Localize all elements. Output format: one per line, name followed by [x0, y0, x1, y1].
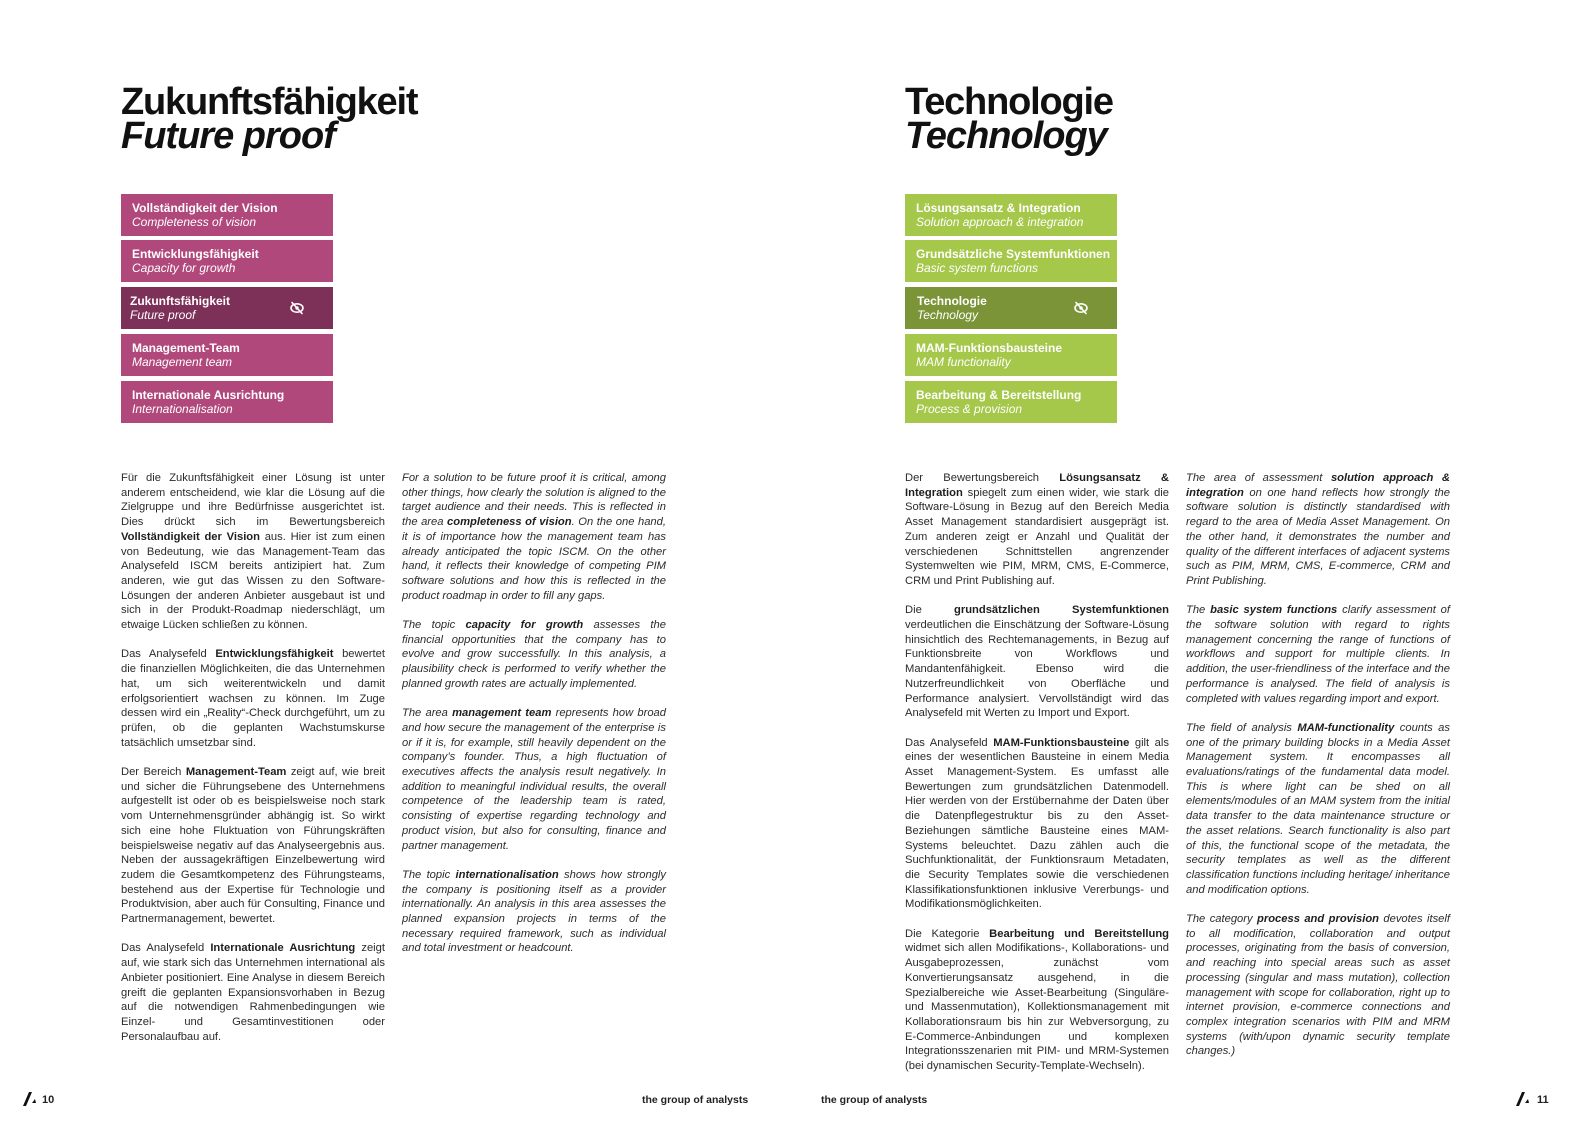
category-label-de: Management-Team [132, 341, 240, 355]
left-page-number: 10 [42, 1094, 55, 1106]
paragraph: The basic system functions clarify assessment of the software solution with regard to rights management concerning the range of functions of workflows and support for multiple clients. In addition, the user-friendliness of the interface and the performance is analysed. The field of analysis is completed with values regarding import and export. [1186, 604, 1450, 705]
right-page-number: 11 [1537, 1094, 1549, 1106]
paragraph: Die Kategorie Bearbeitung und Bereitstellung widmet sich allen Modifikations-, Kollaborations- und Ausgabeprozessen, zunächst vom Konvertierungsansatz ausgehend, in die Spezialbereiche wie Asset-Bearbeitung (Singuläre- und Massenmutation), Kollektionsmanagement mit Kollaborationsraum bis hin zur Webversorgung, zu E-Commerce-Anbindungen und komplexen Integrationsszenarien mit PIM- und MRM-Systemen (bei dynamischen Security-Template-Wechseln). [905, 927, 1169, 1073]
paragraph: The category process and provision devotes itself to all modification, collaboration and output processes, originating from the basis of conversion, and reaching into special areas such as asset processing (singular and mass mutation), collection management with scope for collaboration, right up to internet provision, e-commerce connections and complex integration scenarios with PIM and MRM systems (with/upon dynamic security template changes.) [1186, 913, 1450, 1058]
category-label-en: Solution approach & integration [916, 215, 1084, 229]
paragraph: Das Analysefeld MAM-Funktionsbausteine gilt als eines der wesentlichen Bausteine in einem Media Asset Management-System. Es umfasst alle Bewertungen zum grundsätzlichen Datenmodell. Hier werden von der Erstübernahme der Daten über die Datenpflegestruktur bis zu den Asset-Beziehungen sämtliche Bausteine eines MAM-Systems beleuchtet. Dazu zählen auch die Suchfunktionalität, der Funktionsraum Metadaten, die Security Templates sowie die verschiedenen Klassifikationsfunktionen inklusive Vererbungs- und Modifikationsmöglichkeiten. [905, 736, 1169, 911]
right-category-5 [905, 381, 1117, 423]
category-label-de: Lösungsansatz & Integration [916, 201, 1081, 215]
right-title-en: Technology [905, 115, 1107, 157]
category-label-en: Management team [132, 355, 233, 369]
eye-slash-icon [1073, 300, 1089, 316]
eye-slash-icon [289, 300, 305, 316]
right-category-2 [905, 240, 1117, 282]
right-german-column [905, 471, 1169, 1088]
paragraph: The area management team represents how broad and how secure the management of the enterprise is or if it is, for example, still heavily dependent on the company’s founder. Thus, a high fluctuation of executives affects the analysis result negatively. In addition to meaningful individual results, the overall competence of the leadership team is rated, consisting of expertise regarding technology and product vision, but also for consulting, finance and partner management. [402, 707, 666, 852]
right-title-de: Technologie [905, 81, 1113, 123]
category-label-de: Vollständigkeit der Vision [132, 201, 278, 215]
category-label-de: Internationale Ausrichtung [132, 388, 285, 402]
right-category-1 [905, 194, 1117, 236]
paragraph: The area of assessment solution approach & integration on one hand reflects how strongly the software solution is distinctly standardised with regard to the area of Media Asset Management. On the other hand, it demonstrates the number and quality of the different interfaces of adjacent systems such as PIM, MRM, CMS, E-commerce, CRM and Print Publishing. [1186, 472, 1450, 587]
category-label-en: Completeness of vision [132, 215, 257, 229]
left-category-1 [121, 194, 333, 236]
category-label-de: MAM-Funktionsbausteine [916, 341, 1062, 355]
brand-logo-icon [22, 1091, 40, 1107]
category-label-en: Technology [917, 308, 978, 322]
category-label-en: MAM functionality [916, 355, 1011, 369]
paragraph: For a solution to be future proof it is critical, among other things, how clearly the solution is aligned to the target audience and their needs. This is reflected in the area completeness of vision. On the one hand, it is of importance how the management team has already anticipated the topic ISCM. On the other hand, it reflects their knowledge of competing PIM software solutions and how this is reflected in the product roadmap in order to fill any gaps. [402, 472, 666, 602]
left-category-3-active [121, 287, 333, 329]
category-label-en: Capacity for growth [132, 261, 236, 275]
paragraph: Für die Zukunftsfähigkeit einer Lösung ist unter anderem entscheidend, wie klar die Lösung auf die Zielgruppe und ihre Bedürfnisse ausgerichtet ist. Dies drückt sich im Bewertungsbereich Vollständigkeit der Vision aus. Hier ist zum einen von Bedeutung, wie das Management-Team das Analysefeld ISCM bereits antizipiert hat. Zum anderen, wie gut das Wissen zu den Software-Lösungen der anderen Anbieter ausgebaut ist und sich in der Produkt-Roadmap niederschlägt, um etwaige Lücken schließen zu können. [121, 472, 385, 632]
left-english-column [402, 471, 666, 971]
category-label-en: Process & provision [916, 402, 1023, 416]
left-category-4 [121, 334, 333, 376]
brand-logo-icon [1515, 1091, 1533, 1107]
category-label-de: Zukunftsfähigkeit [130, 294, 231, 308]
right-category-3-active [905, 287, 1117, 329]
right-category-4 [905, 334, 1117, 376]
left-category-5 [121, 381, 333, 423]
category-label-de: Grundsätzliche Systemfunktionen [916, 247, 1111, 261]
right-english-column [1186, 471, 1450, 1074]
left-title-en: Future proof [121, 115, 335, 157]
category-label-de: Entwicklungsfähigkeit [132, 247, 259, 261]
category-label-de: Bearbeitung & Bereitstellung [916, 388, 1082, 402]
category-label-en: Future proof [130, 308, 196, 322]
paragraph: The topic capacity for growth assesses the financial opportunities that the company has to evolve and grow successfully. In this analysis, a plausibility check is performed to verify whether the planned growth rates are actually implemented. [402, 619, 666, 690]
left-title-de: Zukunftsfähigkeit [121, 81, 418, 123]
right-footer-text: the group of analysts [821, 1094, 928, 1106]
category-label-en: Internationalisation [132, 402, 233, 416]
paragraph: The field of analysis MAM-functionality counts as one of the primary building blocks in a Media Asset Management system. It encompasses all evaluations/ratings of the fundamental data model. This is where light can be shed on all elements/modules of an MAM system from the initial data transfer to the data maintenance structure or the asset relations. Search functionality is also part of this, the functional scope of the metadata, the security templates as well as the different classification functions including heritage/ inheritance and modification options. [1186, 721, 1450, 896]
paragraph: Die grundsätzlichen Systemfunktionen verdeutlichen die Einschätzung der Software-Lösung hinsichtlich des Rechtemanagements, in Bezug auf Funktionsbreite von Workflows und Mandantenfähigkeit. Ebenso wird die Nutzerfreundlichkeit von Oberfläche und Performance analysiert. Vervollständigt wird das Analysefeld mit Werten zu Import und Export. [905, 604, 1169, 720]
paragraph: Der Bereich Management-Team zeigt auf, wie breit und sicher die Führungsebene des Unternehmens aufgestellt ist oder ob es beispielsweise noch stark vom Unternehmensgründer abhängig ist. So wirkt sich eine hohe Fluktuation von Führungskräften beispielsweise negativ auf das Analyseergebnis aus. Neben der aussagekräftigen Einzelbewertung wird zudem die Gesamtkompetenz des Führungsteams, bestehend aus der Expertise für Technologie und Produktvision, aber auch für Consulting, Finance und Partnermanagement, bewertet. [121, 766, 385, 926]
paragraph: Der Bewertungsbereich Lösungsansatz & Integration spiegelt zum einen wider, wie stark die Software-Lösung in Bezug auf den Bereich Media Asset Management standardisiert ausgeprägt ist. Zum anderen zeigt er Anzahl und Qualität der verschiedenen Schnittstellen angrenzender Systemwelten wie PIM, MRM, CMS, E-Commerce, CRM und Print Publishing auf. [905, 472, 1170, 587]
left-german-column [121, 471, 385, 1059]
paragraph: Das Analysefeld Internationale Ausrichtung zeigt auf, wie stark sich das Unternehmen international als Anbieter positioniert. Eine Analyse in diesem Bereich greift die geplanten Expansionsvorhaben in Bezug auf die notwendigen Rahmenbedingungen wie Einzel- und Gesamtinvestitionen oder Personalaufbau auf. [121, 942, 385, 1043]
category-label-de: Technologie [917, 294, 987, 308]
paragraph: The topic internationalisation shows how strongly the company is positioning itself as a provider internationally. An analysis in this area assesses the planned expansion projects in terms of the necessary required framework, such as individual and total investment or headcount. [402, 868, 666, 955]
left-footer-text: the group of analysts [642, 1094, 749, 1106]
left-category-2 [121, 240, 333, 282]
paragraph: Das Analysefeld Entwicklungsfähigkeit bewertet die finanziellen Möglichkeiten, die das Unternehmen hat, um sich weiterentwickeln und damit erfolgsorientiert wachsen zu können. Im Zuge dessen wird ein „Reality“-Check durchgeführt, um zu prüfen, ob die geplanten Wachstumskurse tatsächlich umsetzbar sind. [121, 648, 385, 749]
category-label-en: Basic system functions [916, 261, 1039, 275]
